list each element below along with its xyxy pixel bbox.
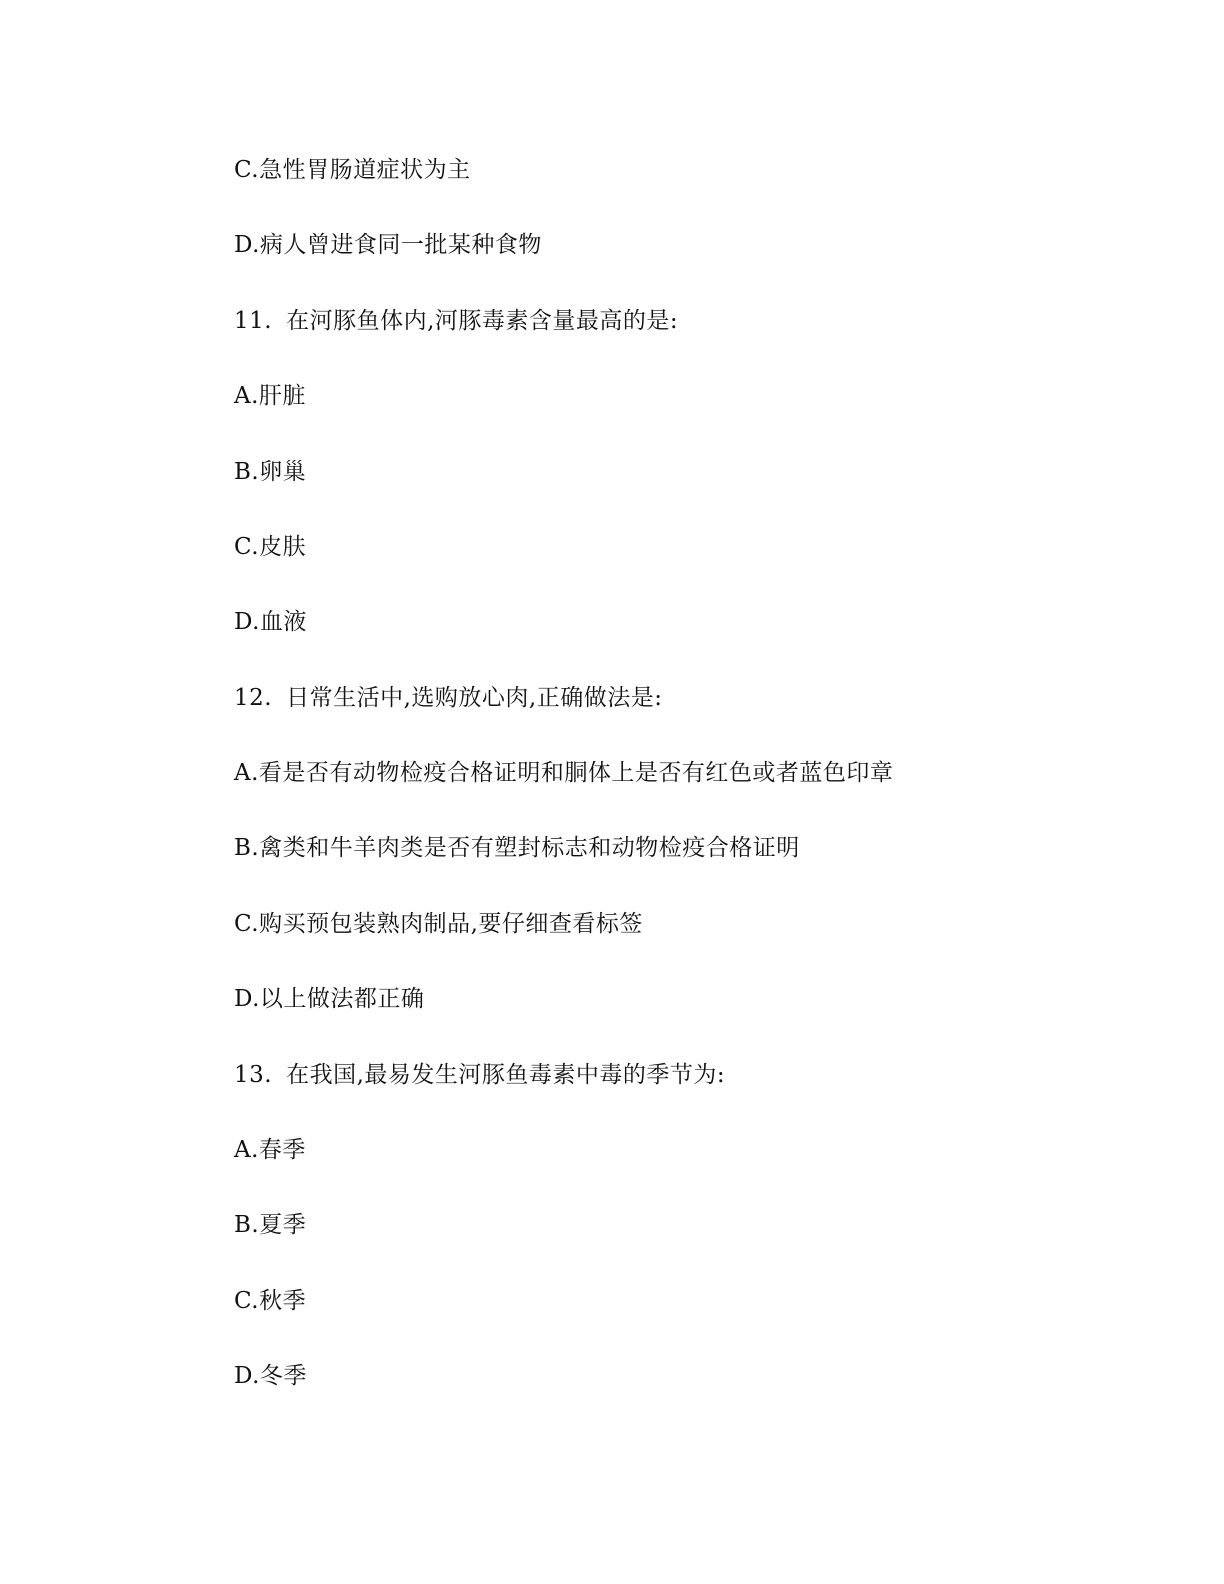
question-12 xyxy=(234,683,662,713)
option-q12-c: C.购买预包装熟肉制品,要仔细查看标签 xyxy=(234,911,643,937)
option-q13-b: B.夏季 xyxy=(234,1212,307,1238)
question-13 xyxy=(234,1060,725,1090)
option-q11-b: B.卵巢 xyxy=(234,459,307,485)
option-q11-c: C.皮肤 xyxy=(234,534,307,560)
question-text: 在我国,最易发生河豚鱼毒素中毒的季节为: xyxy=(286,1062,726,1088)
option-q12-b: B.禽类和牛羊肉类是否有塑封标志和动物检疫合格证明 xyxy=(234,835,800,861)
option-q11-a: A.肝脏 xyxy=(234,383,306,409)
option-q13-d: D.冬季 xyxy=(234,1363,307,1389)
question-number: 13. xyxy=(234,1062,273,1088)
option-q10-c: C.急性胃肠道症状为主 xyxy=(234,157,471,183)
question-number: 12. xyxy=(234,685,273,711)
question-text: 在河豚鱼体内,河豚毒素含量最高的是: xyxy=(286,308,679,334)
option-q11-d: D.血液 xyxy=(234,609,307,635)
question-text: 日常生活中,选购放心肉,正确做法是: xyxy=(286,685,663,711)
option-q10-d: D.病人曾进食同一批某种食物 xyxy=(234,232,542,258)
option-q13-a: A.春季 xyxy=(234,1137,306,1163)
option-q12-a: A.看是否有动物检疫合格证明和胴体上是否有红色或者蓝色印章 xyxy=(234,760,894,786)
option-q12-d: D.以上做法都正确 xyxy=(234,986,425,1012)
question-number: 11. xyxy=(234,308,273,334)
question-11 xyxy=(234,306,678,336)
option-q13-c: C.秋季 xyxy=(234,1288,307,1314)
